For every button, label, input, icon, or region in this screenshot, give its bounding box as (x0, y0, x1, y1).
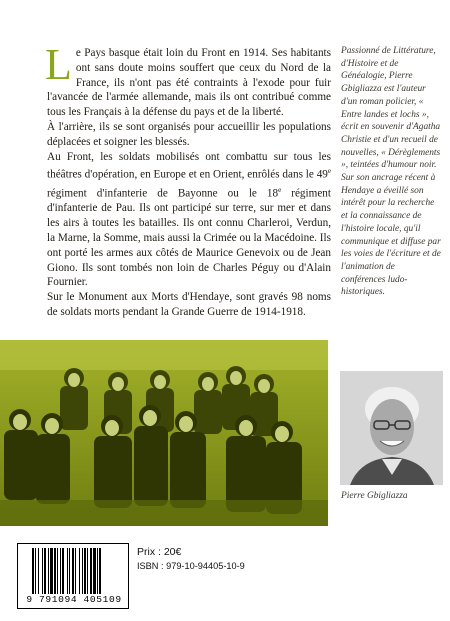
barcode-number: 9 791094 405109 (26, 594, 122, 605)
barcode-bar (84, 548, 86, 594)
barcode-bar (32, 548, 34, 594)
author-bio-text: Passionné de Littérature, d'Histoire et de Généalogie, Pierre Gbigliazza est l'auteur d'un roman policier, « Entre landes et lochs », écrit en souvenir d'Agatha Christie et d'un recueil de nouvelles, « Dérèglements », teintées d'humour noir. Sur son ancrage récent à Hendaye a éveillé son intérêt pour la recherche et la connaissance de l'histoire locale, qu'il communique et diffuse par les voies de l'écriture et de l'animation de conférences ludo-historiques. (341, 46, 441, 298)
barcode-bar (57, 548, 58, 594)
soldiers-group-photo (0, 340, 328, 526)
barcode-bar (50, 548, 53, 594)
author-portrait (340, 371, 443, 485)
barcode-bar (90, 548, 92, 594)
ordinal-sup-1: e (327, 167, 331, 176)
paragraph-3-part-b: régiment d'infanterie de Bayonne ou le 18 (47, 187, 279, 200)
barcode-bar (72, 548, 74, 594)
paragraph-1 (45, 40, 331, 120)
barcode-bar (44, 548, 46, 594)
barcode-bar (42, 548, 43, 594)
barcode-bar (99, 548, 101, 594)
barcode-bar (62, 548, 64, 594)
drop-cap: L (45, 40, 72, 89)
barcode-bar (93, 548, 96, 594)
paragraph-1-text: e Pays basque était loin du Front en 1914. Ses habitants ont sans doute moins souffert que ceux du Nord de la France, ils n'ont pas été contraints à l'exode pour fuir l'avancée de l'armée allemande, mais ils ont contribué comme tous les Français à la défense du pays et de la liberté. (47, 47, 331, 119)
paragraph-3-part-a: Au Front, les soldats mobilisés ont combattu sur tous les théâtres d'opération, en Europe et en Orient, enrôlés dans le 49 (47, 150, 331, 182)
barcode-bar (35, 548, 36, 594)
author-bio (341, 45, 441, 299)
author-caption: Pierre Gbigliazza (341, 491, 408, 501)
barcode-bar (38, 548, 39, 594)
barcode-bar (54, 548, 56, 594)
barcode-bar (97, 548, 98, 594)
price-label: Prix : 20€ (137, 546, 182, 558)
barcode-bar (87, 548, 88, 594)
isbn-label: ISBN : 979-10-94405-10-9 (137, 561, 245, 571)
ordinal-sup-2: e (278, 185, 282, 194)
paragraph-3 (47, 150, 331, 291)
barcode-bar (82, 548, 83, 594)
barcode-bar (79, 548, 80, 594)
barcode-bars (32, 548, 124, 594)
paragraph-3-part-c: régiment d'infanterie de Pau. Ils ont participé sur terre, sur mer et dans les airs à toutes les batailles. Ils ont connu Charleroi, Verdun, la Marne, la Somme, mais aussi la Crimée ou la Macédoine. Ils ont porté les armes aux côtés de Maurice Genevoix ou de Jean Giono. Ils sont tombés non loin de Charles Péguy ou d'Alain Fournier. (47, 187, 331, 289)
barcode-bar (67, 548, 68, 594)
barcode-bar (69, 548, 70, 594)
barcode-bar (48, 548, 49, 594)
paragraph-4: Sur le Monument aux Morts d'Hendaye, sont gravés 98 noms de soldats morts pendant la Grande Guerre de 1914-1918. (47, 291, 331, 319)
barcode-bar (60, 548, 61, 594)
paragraph-2: À l'arrière, ils se sont organisés pour accueillir les populations déplacées et soigner les blessés. (47, 120, 331, 148)
barcode (17, 543, 129, 609)
back-cover-text (45, 40, 331, 320)
barcode-bar (75, 548, 76, 594)
